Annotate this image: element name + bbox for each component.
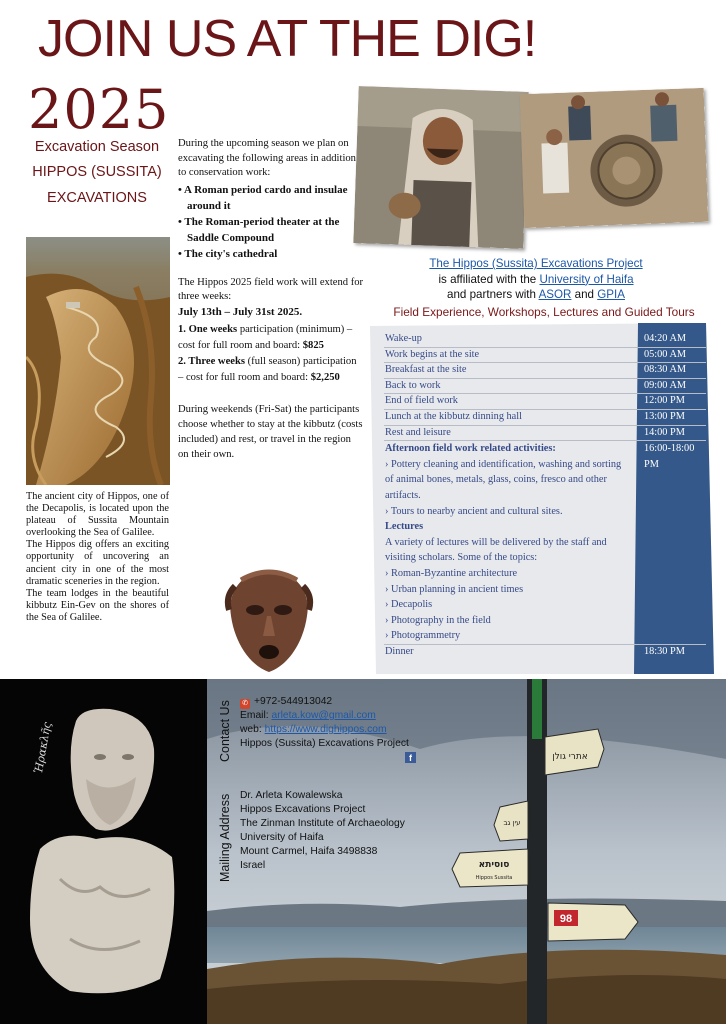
schedule-row: [384, 379, 706, 395]
excavations-label: EXCAVATIONS: [47, 190, 147, 206]
heracles-statue-panel: [0, 679, 207, 1024]
schedule-row: [384, 410, 706, 426]
daily-schedule: [370, 323, 714, 674]
lecture-topic: › Decapolis: [385, 599, 433, 611]
schedule-row: [384, 394, 706, 410]
asor-link[interactable]: ASOR: [538, 288, 572, 301]
option-two-text: (full season) participation – cost for full room and board:: [178, 355, 357, 383]
lectures-title: Lectures: [385, 521, 424, 533]
sign-ein-gev: עין גב: [503, 819, 521, 827]
schedule-time: 05:00 AM: [644, 348, 687, 360]
email-link[interactable]: arleta.kow@gmail.com: [271, 710, 376, 721]
sign-sussita: סוסיתא: [478, 860, 510, 870]
lectures-intro: A variety of lectures will be delivered by the staff and visiting scholars. Some of the topics:: [385, 536, 607, 564]
option-one: [178, 322, 364, 354]
weekend-info: During weekends (Fri-Sat) the participants choose whether to stay at the kibbutz (costs included) and rest, or travel in the region on their own.: [178, 403, 363, 460]
email-label: Email:: [240, 710, 269, 721]
option-one-text: participation (minimum) – cost for full room and board:: [178, 323, 353, 351]
schedule-row-dinner: [384, 644, 706, 660]
project-link[interactable]: The Hippos (Sussita) Excavations Project: [429, 257, 643, 270]
address-line: Israel: [240, 860, 266, 871]
sign-sussita-sub: Hippos Sussita: [475, 875, 513, 881]
heracles-inscription: Ἡρακλῆς: [32, 721, 54, 775]
excavation-intro: During the upcoming season we plan on excavating the following areas in addition to conservation work:: [178, 138, 356, 179]
area-item: • A Roman period cardo and insulae around it: [178, 182, 364, 214]
schedule-activity: Rest and leisure: [385, 426, 451, 438]
affiliated-text: is affiliated with the: [438, 272, 537, 286]
contact-org: Hippos (Sussita) Excavations Project: [240, 738, 409, 749]
lecture-topic: › Urban planning in ancient times: [385, 583, 524, 595]
schedule-time: 13:00 PM: [644, 410, 685, 422]
fieldwork-intro: The Hippos 2025 field work will extend for three weeks:: [178, 276, 364, 303]
schedule-activity: Wake-up: [385, 333, 422, 344]
schedule-activity: Dinner: [385, 645, 414, 657]
sign-golan-sites: אתרי גולן: [552, 752, 588, 762]
schedule-time: 04:20 AM: [644, 333, 687, 344]
hippos-description: [26, 491, 169, 624]
description-paragraph: The team lodges in the beautiful kibbutz Ein-Gev on the shores of the Sea of Galilee.: [26, 587, 169, 623]
schedule-activity: End of field work: [385, 395, 458, 407]
address-line: University of Haifa: [240, 832, 324, 843]
partners-text: and partners with: [447, 288, 536, 301]
option-one-price: $825: [302, 339, 324, 351]
option-two-title: 2. Three weeks: [178, 355, 245, 367]
aerial-photo-hippos: [26, 237, 170, 485]
university-link[interactable]: University of Haifa: [539, 272, 634, 286]
schedule-row: [384, 363, 706, 379]
option-one-title: 1. One weeks: [178, 323, 238, 335]
schedule-time: 08:30 AM: [644, 364, 687, 376]
mailing-address: [240, 789, 405, 873]
lecture-topic: › Photography in the field: [385, 614, 491, 626]
schedule-activity: Lunch at the kibbutz dinning hall: [385, 410, 522, 422]
gpia-link[interactable]: GPIA: [597, 288, 625, 301]
schedule-time: 09:00 AM: [644, 379, 687, 391]
afternoon-item: › Pottery cleaning and identification, washing and sorting of animal bones, metals, glass, coins, fresco and other artifacts.: [385, 458, 622, 501]
address-line: Dr. Arleta Kowalewska: [240, 790, 343, 801]
schedule-activity: Work begins at the site: [385, 348, 480, 360]
afternoon-time: 16:00-18:00 PM: [644, 443, 695, 470]
and-text: and: [574, 288, 594, 301]
season-label: Excavation Season: [34, 139, 160, 155]
web-label: web:: [240, 724, 262, 735]
schedule-row: [384, 348, 706, 364]
description-paragraph: The Hippos dig offers an exciting opportunity of uncovering an ancient city in one of the most dramatic sceneries in the region.: [26, 539, 169, 587]
schedule-row: [384, 332, 706, 348]
schedule-row: [384, 426, 706, 442]
contact-heading: Contact Us: [218, 700, 232, 762]
mailing-heading: Mailing Address: [218, 793, 232, 882]
phone-number: +972-544913042: [254, 696, 333, 707]
area-item: • The Roman-period theater at the Saddle Compound: [178, 214, 364, 246]
schedule-heading: Field Experience, Workshops, Lectures and Guided Tours: [393, 305, 695, 319]
lecture-topic: › Roman-Byzantine architecture: [385, 567, 518, 579]
site-name: HIPPOS (SUSSITA): [32, 164, 162, 180]
season-info: [178, 137, 364, 462]
page-title: JOIN US AT THE DIG!: [38, 10, 537, 68]
photo-archaeologist-with-pot: [353, 86, 528, 249]
option-two: [178, 354, 364, 386]
schedule-time: 18:30 PM: [644, 645, 685, 657]
bronze-mask-image: [221, 566, 317, 676]
address-line: Hippos Excavations Project: [240, 804, 366, 815]
season-dates: July 13th – July 31st 2025.: [178, 305, 303, 318]
website-link[interactable]: https://www.dighippos.com: [264, 724, 387, 735]
contact-info: [240, 695, 409, 751]
description-paragraph: The ancient city of Hippos, one of the Decapolis, is located upon the plateau of Sussita Mountain overlooking the Sea of Galilee.: [26, 491, 169, 539]
schedule-activity: Breakfast at the site: [385, 364, 467, 376]
address-line: The Zinman Institute of Archaeology: [240, 818, 405, 829]
afternoon-activities: [384, 441, 706, 644]
schedule-time: 12:00 PM: [644, 395, 685, 407]
area-item: • The city's cathedral: [178, 246, 364, 262]
excavation-areas-list: [178, 182, 364, 262]
photo-mosaic-excavation: [520, 88, 709, 228]
schedule-activity: Back to work: [385, 379, 441, 391]
season-year: 2025: [28, 78, 170, 141]
schedule-time: 14:00 PM: [644, 426, 685, 438]
address-line: Mount Carmel, Haifa 3498838: [240, 846, 378, 857]
afternoon-item: › Tours to nearby ancient and cultural sites.: [385, 505, 563, 517]
facebook-icon[interactable]: f: [405, 752, 416, 763]
road-sign-number: 98: [559, 913, 573, 925]
afternoon-title: Afternoon field work related activities:: [385, 443, 556, 455]
lecture-topic: › Photogrammetry: [385, 630, 461, 642]
option-two-price: $2,250: [310, 371, 340, 383]
affiliation-block: [366, 256, 706, 303]
phone-icon: ✆: [240, 699, 250, 709]
